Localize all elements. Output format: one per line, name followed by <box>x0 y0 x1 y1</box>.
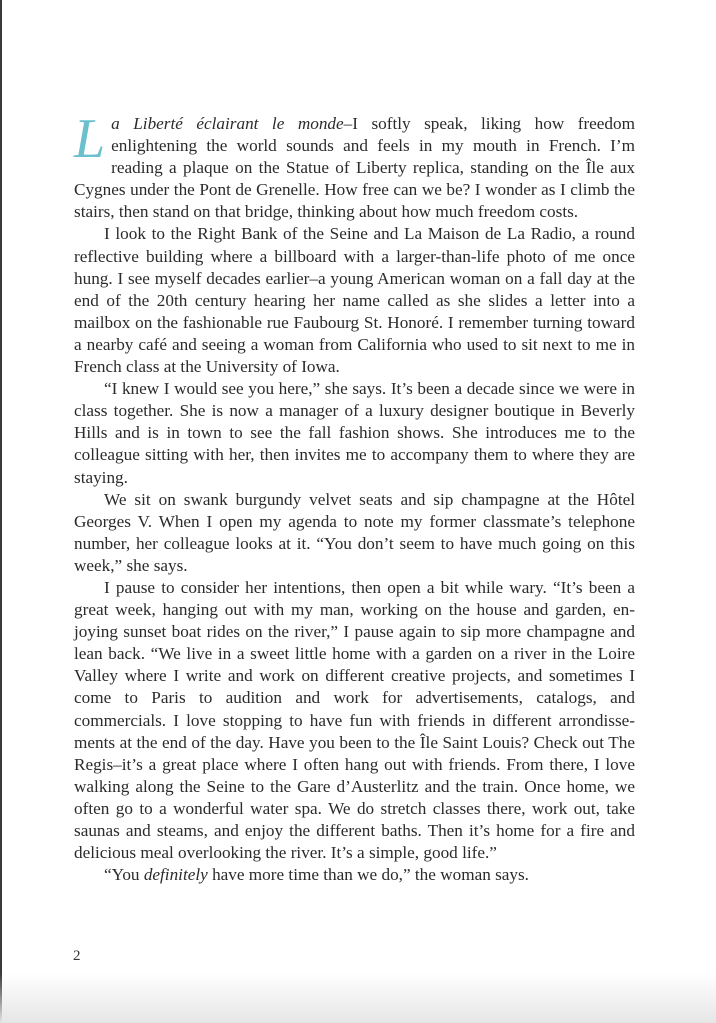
italic-lead: a Liberté éclairant le monde <box>111 114 344 133</box>
paragraph-text: –I softly speak, liking how freedom enlightening the world sounds and feels in my mouth in French. I’m reading a plaque on the Statue of Liberty replica, standing on the Île aux Cygnes under the Pont de Grenelle. How free can we be? I wonder as I climb the stairs, then stand on that bridge, thinking about how much freedom costs. <box>74 114 635 222</box>
page-left-edge <box>0 0 2 1023</box>
paragraph-3: “I knew I would see you here,” she says. It’s been a decade since we were in class together. She is now a manager of a luxury designer boutique in Beverly Hills and is in town to see the fall fashion shows. She introduces me to the colleague sitting with her, then invites me to accompany them to where they are staying. <box>74 379 635 487</box>
paragraph-5: I pause to consider her intentions, then open a bit while wary. “It’s been a great week, hanging out with my man, working on the house and garden, enjoying sunset boat rides on the river,” I pause again to sip more champagne and lean back. “We live in a sweet little home with a garden on a river in the Loire Valley where I write and work on different creative projects, and sometimes I come to Paris to audition and work for advertisements, catalogs, and commercials. I love stopping to have fun with friends in different arrondissements at the end of the day. Have you been to the Île Saint Louis? Check out The Regis–it’s a great place where I often hang out with friends. From there, I love walking along the Seine to the Gare d’Austerlitz and the train. Once home, we often go to a wonderful water spa. We do stretch classes there, work out, take saunas and steams, and enjoy the different baths. Then it’s home for a fire and delicious meal overlooking the river. It’s a simple, good life.” <box>74 577 635 863</box>
paragraph-4: We sit on swank burgundy velvet seats and sip champagne at the Hôtel Georges V. When I open my agenda to note my former classmate’s telephone number, her colleague looks at it. “You don’t seem to have much going on this week,” she says. <box>74 489 635 575</box>
bottom-shadow <box>0 973 716 1023</box>
paragraph-1 <box>74 108 635 223</box>
paragraph-6 <box>74 864 635 886</box>
paragraph-text: have more time than we do,” the woman says. <box>207 865 529 885</box>
italic-emphasis: definitely <box>143 865 208 885</box>
paragraph-2: I look to the Right Bank of the Seine and La Maison de La Radio, a round reflective building where a billboard with a larger-than-life photo of me once hung. I see myself decades earlier–a young American woman on a fall day at the end of the 20th century hearing her name called as she slides a letter into a mailbox on the fashionable rue Faubourg St. Honoré. I remember turning toward a nearby café and seeing a woman from California who used to sit next to me in French class at the University of Iowa. <box>74 224 635 377</box>
paragraph-text: “You <box>104 865 144 885</box>
page-number: 2 <box>73 948 81 964</box>
body-text <box>74 108 635 886</box>
drop-cap: L <box>74 108 106 170</box>
